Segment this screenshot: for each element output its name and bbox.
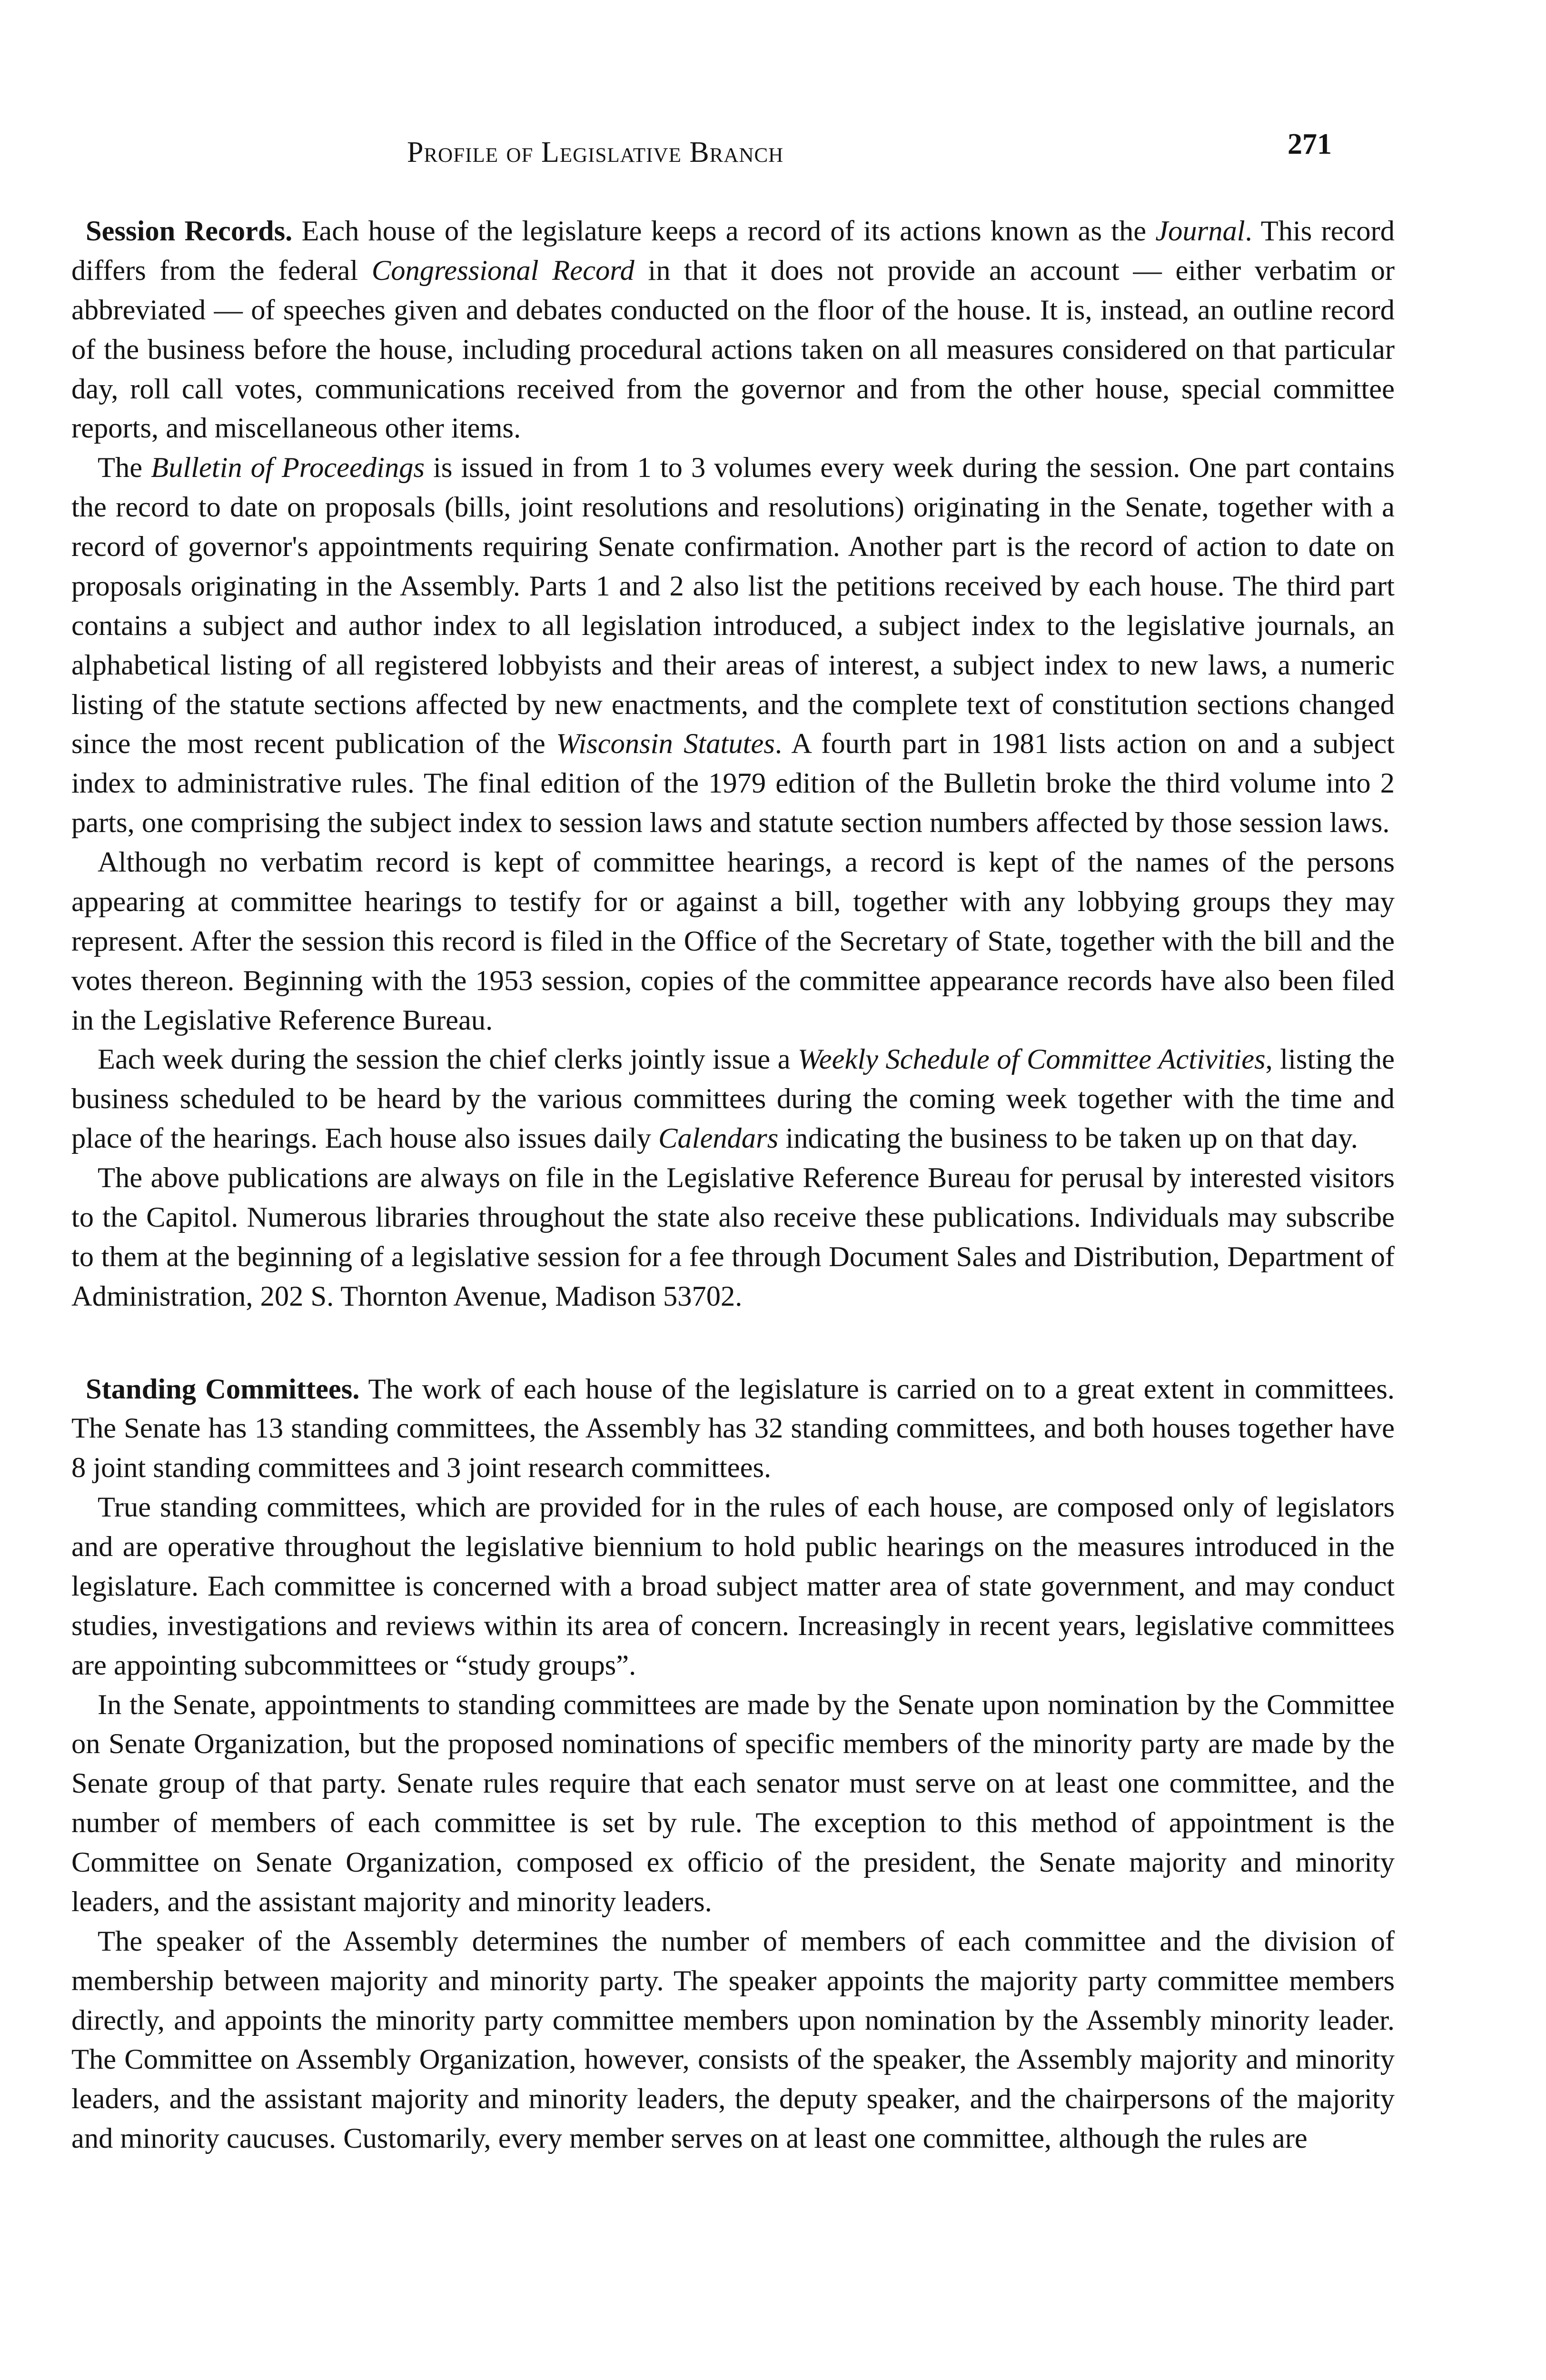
text-run: . A fourth part in 1981 lists action on and a subject index to administrative rules. The final edition of the 1979 edition of the Bulletin broke the third volume into 2 parts, one comprising the subject index to session laws and statute section numbers affected by those session laws. bbox=[71, 728, 1395, 839]
body-text bbox=[71, 212, 1395, 2159]
session-records-paragraph-1 bbox=[71, 212, 1395, 448]
calendars-title: Calendars bbox=[658, 1122, 779, 1155]
text-run: in that it does not provide an account — either verbatim or abbreviated — of speeches given and debates conducted on the floor of the house. It is, instead, an outline record of the business before the house, including procedural actions taken on all measures considered on that particular day, roll call votes, communications received from the governor and from the other house, special committee reports, and miscellaneous other items. bbox=[71, 254, 1395, 445]
text-run: The work of each house of the legislature is carried on to a great extent in committees. The Senate has 13 standing committees, the Assembly has 32 standing committees, and both houses together have 8 joint standing committees and 3 joint research committees. bbox=[71, 1373, 1395, 1484]
page-number: 271 bbox=[1288, 128, 1332, 160]
session-records-paragraph-5: The above publications are always on file in the Legislative Reference Bureau for perusal by interested visitors to the Capitol. Numerous libraries throughout the state also receive these publications. Individuals may subscribe to them at the beginning of a legislative session for a fee through Document Sales and Distribution, Department of Administration, 202 S. Thornton Avenue, Madison 53702. bbox=[71, 1162, 1395, 1312]
standing-committees-paragraph-3: In the Senate, appointments to standing committees are made by the Senate upon nomination by the Committee on Senate Organization, but the proposed nominations of specific members of the minority party are made by the Senate group of that party. Senate rules require that each senator must serve on at least one committee, and the number of members of each committee is set by rule. The exception to this method of appointment is the Committee on Senate Organization, composed ex officio of the president, the Senate majority and minority leaders, and the assistant majority and minority leaders. bbox=[71, 1688, 1395, 1918]
wisconsin-statutes-title: Wisconsin Statutes bbox=[556, 728, 775, 760]
session-records-paragraph-4 bbox=[71, 1040, 1395, 1159]
text-run: Each house of the legislature keeps a record of its actions known as the bbox=[292, 215, 1156, 247]
congressional-record-title: Congressional Record bbox=[371, 254, 634, 287]
text-run: indicating the business to be taken up on that day. bbox=[778, 1122, 1358, 1155]
bulletin-title: Bulletin of Proceedings bbox=[151, 452, 425, 484]
standing-committees-paragraph-1 bbox=[71, 1370, 1395, 1488]
journal-title: Journal bbox=[1155, 215, 1245, 247]
weekly-schedule-title: Weekly Schedule of Committee Activities bbox=[797, 1043, 1266, 1076]
session-records-paragraph-2 bbox=[71, 448, 1395, 843]
text-run: . This record differs from the federal bbox=[71, 215, 1395, 287]
text-run: Each week during the session the chief clerks jointly issue a bbox=[98, 1043, 798, 1076]
standing-committees-paragraph-2: True standing committees, which are provided for in the rules of each house, are composed only of legislators and are operative throughout the legislative biennium to hold public hearings on the measures introduced in the legislature. Each committee is concerned with a broad subject matter area of state government, and may conduct studies, investigations and reviews within its area of concern. Increasingly in recent years, legislative committees are appointing subcommittees or “study groups”. bbox=[71, 1491, 1395, 1681]
text-run: , listing the business scheduled to be heard by the various committees during the coming week together with the time and place of the hearings. Each house also issues daily bbox=[71, 1043, 1395, 1155]
text-run: is issued in from 1 to 3 volumes every week during the session. One part contains the record to date on proposals (bills, joint resolutions and resolutions) originating in the Senate, together with a record of governor's appointments requiring Senate confirmation. Another part is the record of action to date on proposals originating in the Assembly. Parts 1 and 2 also list the petitions received by each house. The third part contains a subject and author index to all legislation introduced, a subject index to the legislative journals, an alphabetical listing of all registered lobbyists and their areas of interest, a subject index to new laws, a numeric listing of the statute sections affected by new enactments, and the complete text of constitution sections changed since the most recent publication of the bbox=[71, 452, 1395, 760]
standing-committees-paragraph-4: The speaker of the Assembly determines the number of members of each committee and the division of membership between majority and minority party. The speaker appoints the majority party committee members directly, and appoints the minority party committee members upon nomination by the Assembly minority leader. The Committee on Assembly Organization, however, consists of the speaker, the Assembly majority and minority leaders, and the assistant majority and minority leaders, the deputy speaker, and the chairpersons of the majority and minority caucuses. Customarily, every member serves on at least one committee, although the rules are bbox=[71, 1925, 1395, 2155]
session-records-paragraph-3: Although no verbatim record is kept of committee hearings, a record is kept of the names of the persons appearing at committee hearings to testify for or against a bill, together with any lobbying groups they may represent. After the session this record is filed in the Office of the Secretary of State, together with the bill and the votes thereon. Beginning with the 1953 session, copies of the committee appearance records have also been filed in the Legislative Reference Bureau. bbox=[71, 846, 1395, 1036]
running-title: Profile of Legislative Branch bbox=[407, 136, 784, 169]
standing-committees-heading: Standing Committees. bbox=[86, 1373, 360, 1405]
text-run: The bbox=[98, 452, 151, 484]
session-records-heading: Session Records. bbox=[86, 215, 293, 247]
